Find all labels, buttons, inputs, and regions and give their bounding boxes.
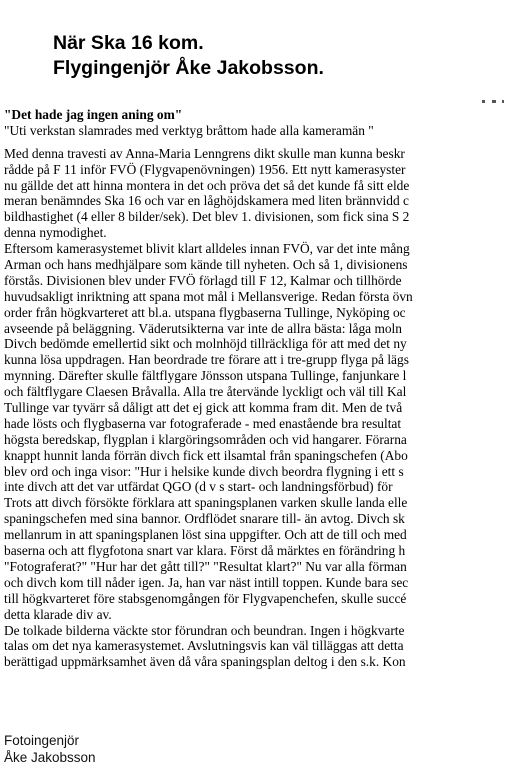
article-line: Med denna travesti av Anna-Maria Lenngrens dikt skulle man kunna beskr bbox=[4, 145, 405, 161]
article-line: kunna lösa uppdragen. Han beordrade tre förare att i tre-grupp flyga på lägs bbox=[4, 352, 409, 368]
article-line: bildhastighet (4 eller 8 bilder/sek). Det blev 1. divisionen, som fick sina S 2 bbox=[4, 209, 410, 225]
article-line: Eftersom kamerasystemet blivit klart alldeles innan FVÖ, var det inte mång bbox=[4, 241, 410, 257]
article-line: högsta beredskap, flygplan i klargöringsområden och vid hangarer. Förarna bbox=[4, 431, 407, 447]
photo-caption bbox=[4, 732, 96, 766]
caption-role: Fotoingenjör bbox=[4, 733, 80, 748]
article-line: mellanrum in att spaningsplanen löst sina uppgifter. Och att de till och med bbox=[4, 527, 407, 543]
article-quote-subtitle: "Uti verkstan slamrades med verktyg bråttom hade alla kameramän " bbox=[4, 122, 374, 138]
article-line: knappt hunnit landa förrän divch fick ett ilsamtal från spaningschefen (Abo bbox=[4, 447, 408, 463]
article-line: och divch kom till nåder igen. Ja, han var näst intill toppen. Kunde bara sec bbox=[4, 574, 409, 590]
article-quote-title: "Det hade jag ingen aning om" bbox=[4, 107, 183, 122]
article-line: order från högkvarteret att bl.a. utspana flygbaserna Tullinge, Nyköping oc bbox=[4, 304, 406, 320]
article-line: talas om det nya kamerasystemet. Avslutningsvis kan väl tilläggas att detta bbox=[4, 638, 404, 654]
caption-name: Åke Jakobsson bbox=[4, 750, 96, 765]
article-line: och fältflygare Claesen Bråvalla. Alla tre återvände lyckligt och väl till Kal bbox=[4, 384, 407, 400]
article-paragraph-2 bbox=[4, 241, 512, 622]
article-line: meran benämndes Ska 16 och var en låghöjdskamera med liten brännvidd c bbox=[4, 193, 409, 209]
article-line: baserna och att flygfotona snart var klara. Först då märktes en förändring h bbox=[4, 543, 406, 559]
heading-title: När Ska 16 kom. bbox=[53, 32, 204, 54]
article-line: huvudsakligt inriktning att spana mot mål i Mellansverige. Redan första övn bbox=[4, 288, 413, 304]
article-line: detta klarade div av. bbox=[4, 606, 112, 622]
article-line: mynning. Därefter skulle fältflygare Jönsson utspana Tullinge, fanjunkare l bbox=[4, 368, 407, 384]
article-line: Tullinge var tyvärr så dåligt att det ej gick att komma fram dit. Men de två bbox=[4, 400, 403, 416]
article-line: inte divch att det var utfärdat QGO (d v s start- och landningsförbud) för bbox=[4, 479, 393, 495]
article-line: rådde på F 11 inför FVÖ (Flygvapenövningen) 1956. Ett nytt kamerasyster bbox=[4, 161, 406, 177]
article-line: De tolkade bilderna väckte stor förundran och beundran. Ingen i högkvarte bbox=[4, 622, 405, 638]
article-line: "Fotograferat?" "Hur har det gått till?" "Resultat klart?" Nu var alla förman bbox=[4, 558, 407, 574]
heading-author: Flygingenjör Åke Jakobsson. bbox=[53, 57, 324, 79]
document-heading bbox=[53, 31, 324, 81]
article-line: denna nymodighet. bbox=[4, 225, 107, 241]
article-line: Trots att divch försökte förklara att spaningsplanen varken skulle landa elle bbox=[4, 495, 408, 511]
article-line: Arman och hans medhjälpare som kände till nyheten. Och så 1, divisionens bbox=[4, 257, 408, 273]
article-line: spaningschefen med sina bannor. Ordflödet snarare till- än avtog. Divch sk bbox=[4, 511, 405, 527]
article-line: nu gällde det att hinna montera in det och pröva det så det kunde få sitt elde bbox=[4, 177, 410, 193]
article-line: Divch bedömde emellertid sikt och molnhöjd tillräckliga för att med det ny bbox=[4, 336, 407, 352]
article-line: förstås. Divisionen blev under FVÖ förlagd till F 12, Kalmar och tillhörde bbox=[4, 272, 402, 288]
article-line: berättigad uppmärksamhet även då våra spaningsplan deltog i den s.k. Kon bbox=[4, 654, 406, 670]
article-paragraph-1 bbox=[4, 146, 512, 241]
article-body bbox=[4, 107, 512, 670]
article-paragraph-3 bbox=[4, 623, 512, 671]
article-line: blev ord och inga visor: "Hur i helsike kunde divch beordra flygning i ett s bbox=[4, 463, 404, 479]
article-line: till högkvarteret före stabsgenomgången för Flygvapenchefen, skulle succé bbox=[4, 590, 407, 606]
article-line: hade lösts och flygbaserna var fotograferade - med enastående bra resultat bbox=[4, 415, 402, 431]
article-line: avseende på beläggning. Väderutsikterna var inte de allra bästa: låga moln bbox=[4, 320, 402, 336]
